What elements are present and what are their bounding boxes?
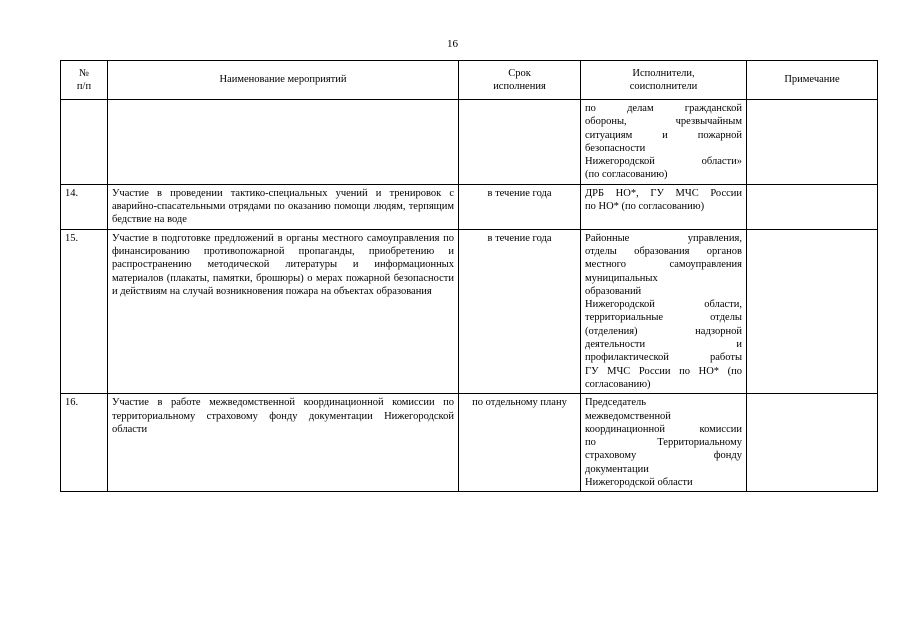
cell-term: [459, 100, 581, 185]
executor-line: Нижегородской области,: [585, 299, 742, 311]
cell-note: [747, 229, 878, 394]
header-note: Примечание: [747, 61, 878, 100]
executor-line: обороны, чрезвычайным: [585, 116, 742, 128]
header-term-line: исполнения: [493, 81, 546, 92]
cell-note: [747, 394, 878, 492]
executor-line: межведомственной: [585, 410, 671, 422]
table-row: [61, 184, 878, 229]
executor-line: деятельности и: [585, 339, 742, 351]
executor-line: Районные управления,: [585, 232, 742, 244]
header-num-line: п/п: [76, 81, 92, 92]
header-name: Наименование мероприятий: [108, 61, 459, 100]
cell-name: Участие в проведении тактико-специальных учений и тренировок с аварийно-спасательными отрядами по оказанию помощи людям, терпящим бедствие на воде: [108, 184, 459, 229]
cell-note: [747, 184, 878, 229]
cell-executors: [581, 184, 747, 229]
executor-line: Председатель: [585, 397, 647, 409]
cell-note: [747, 100, 878, 185]
executor-line: муниципальных: [585, 272, 658, 284]
cell-name: Участие в подготовке предложений в органы местного самоуправления по финансированию противопожарной пропаганды, приобретению и распространению методической литературы и информационных материалов (плакаты, памятки, брошюры) о мерах пожарной безопасности и действиям на случай возникновения пожара на объектах образования: [108, 229, 459, 394]
executor-line: ДРБ НО*, ГУ МЧС России: [585, 187, 742, 199]
executor-line: местного самоуправления: [585, 259, 742, 271]
cell-executors: [581, 229, 747, 394]
table-row: [61, 394, 878, 492]
events-table: [60, 60, 878, 492]
cell-executors: [581, 100, 747, 185]
executor-line: образований: [585, 285, 642, 297]
table-row: [61, 100, 878, 185]
executor-line: ГУ МЧС России по НО* (по: [585, 365, 742, 377]
executor-line: по НО* (по согласованию): [585, 201, 705, 213]
header-term-line: Срок: [508, 67, 531, 79]
executor-line: Нижегородской области»: [585, 156, 742, 168]
cell-term: в течение года: [459, 229, 581, 394]
cell-term: в течение года: [459, 184, 581, 229]
executor-line: ситуациям и пожарной: [585, 129, 742, 141]
executor-line: координационной комиссии: [585, 423, 742, 435]
header-term: [459, 61, 581, 100]
header-executors-line: Исполнители,: [632, 67, 695, 79]
cell-num: 15.: [61, 229, 108, 394]
cell-name: Участие в работе межведомственной координационной комиссии по территориальному страховому фонду документации Нижегородской области: [108, 394, 459, 492]
executor-line: (по согласованию): [585, 169, 668, 181]
header-num: [61, 61, 108, 100]
cell-executors: [581, 394, 747, 492]
header-num-line: №: [78, 67, 90, 79]
executor-line: по Территориальному: [585, 437, 742, 449]
cell-name: [108, 100, 459, 185]
executor-line: Нижегородской области: [585, 477, 693, 489]
executor-line: (отделения) надзорной: [585, 325, 742, 337]
cell-num: 16.: [61, 394, 108, 492]
page-number: 16: [447, 38, 458, 50]
executor-line: территориальные отделы: [585, 312, 742, 324]
executor-line: согласованию): [585, 378, 651, 390]
executor-line: отделы образования органов: [585, 245, 742, 257]
executor-line: документации: [585, 463, 649, 475]
header-executors-line: соисполнители: [629, 81, 698, 92]
cell-num: [61, 100, 108, 185]
executor-line: по делам гражданской: [585, 103, 742, 114]
cell-num: 14.: [61, 184, 108, 229]
table-header-row: [61, 61, 878, 100]
executor-line: профилактической работы: [585, 352, 742, 364]
executor-line: безопасности: [585, 142, 646, 154]
header-executors: [581, 61, 747, 100]
table-row: [61, 229, 878, 394]
executor-line: страховому фонду: [585, 450, 742, 462]
cell-term: по отдельному плану: [459, 394, 581, 492]
